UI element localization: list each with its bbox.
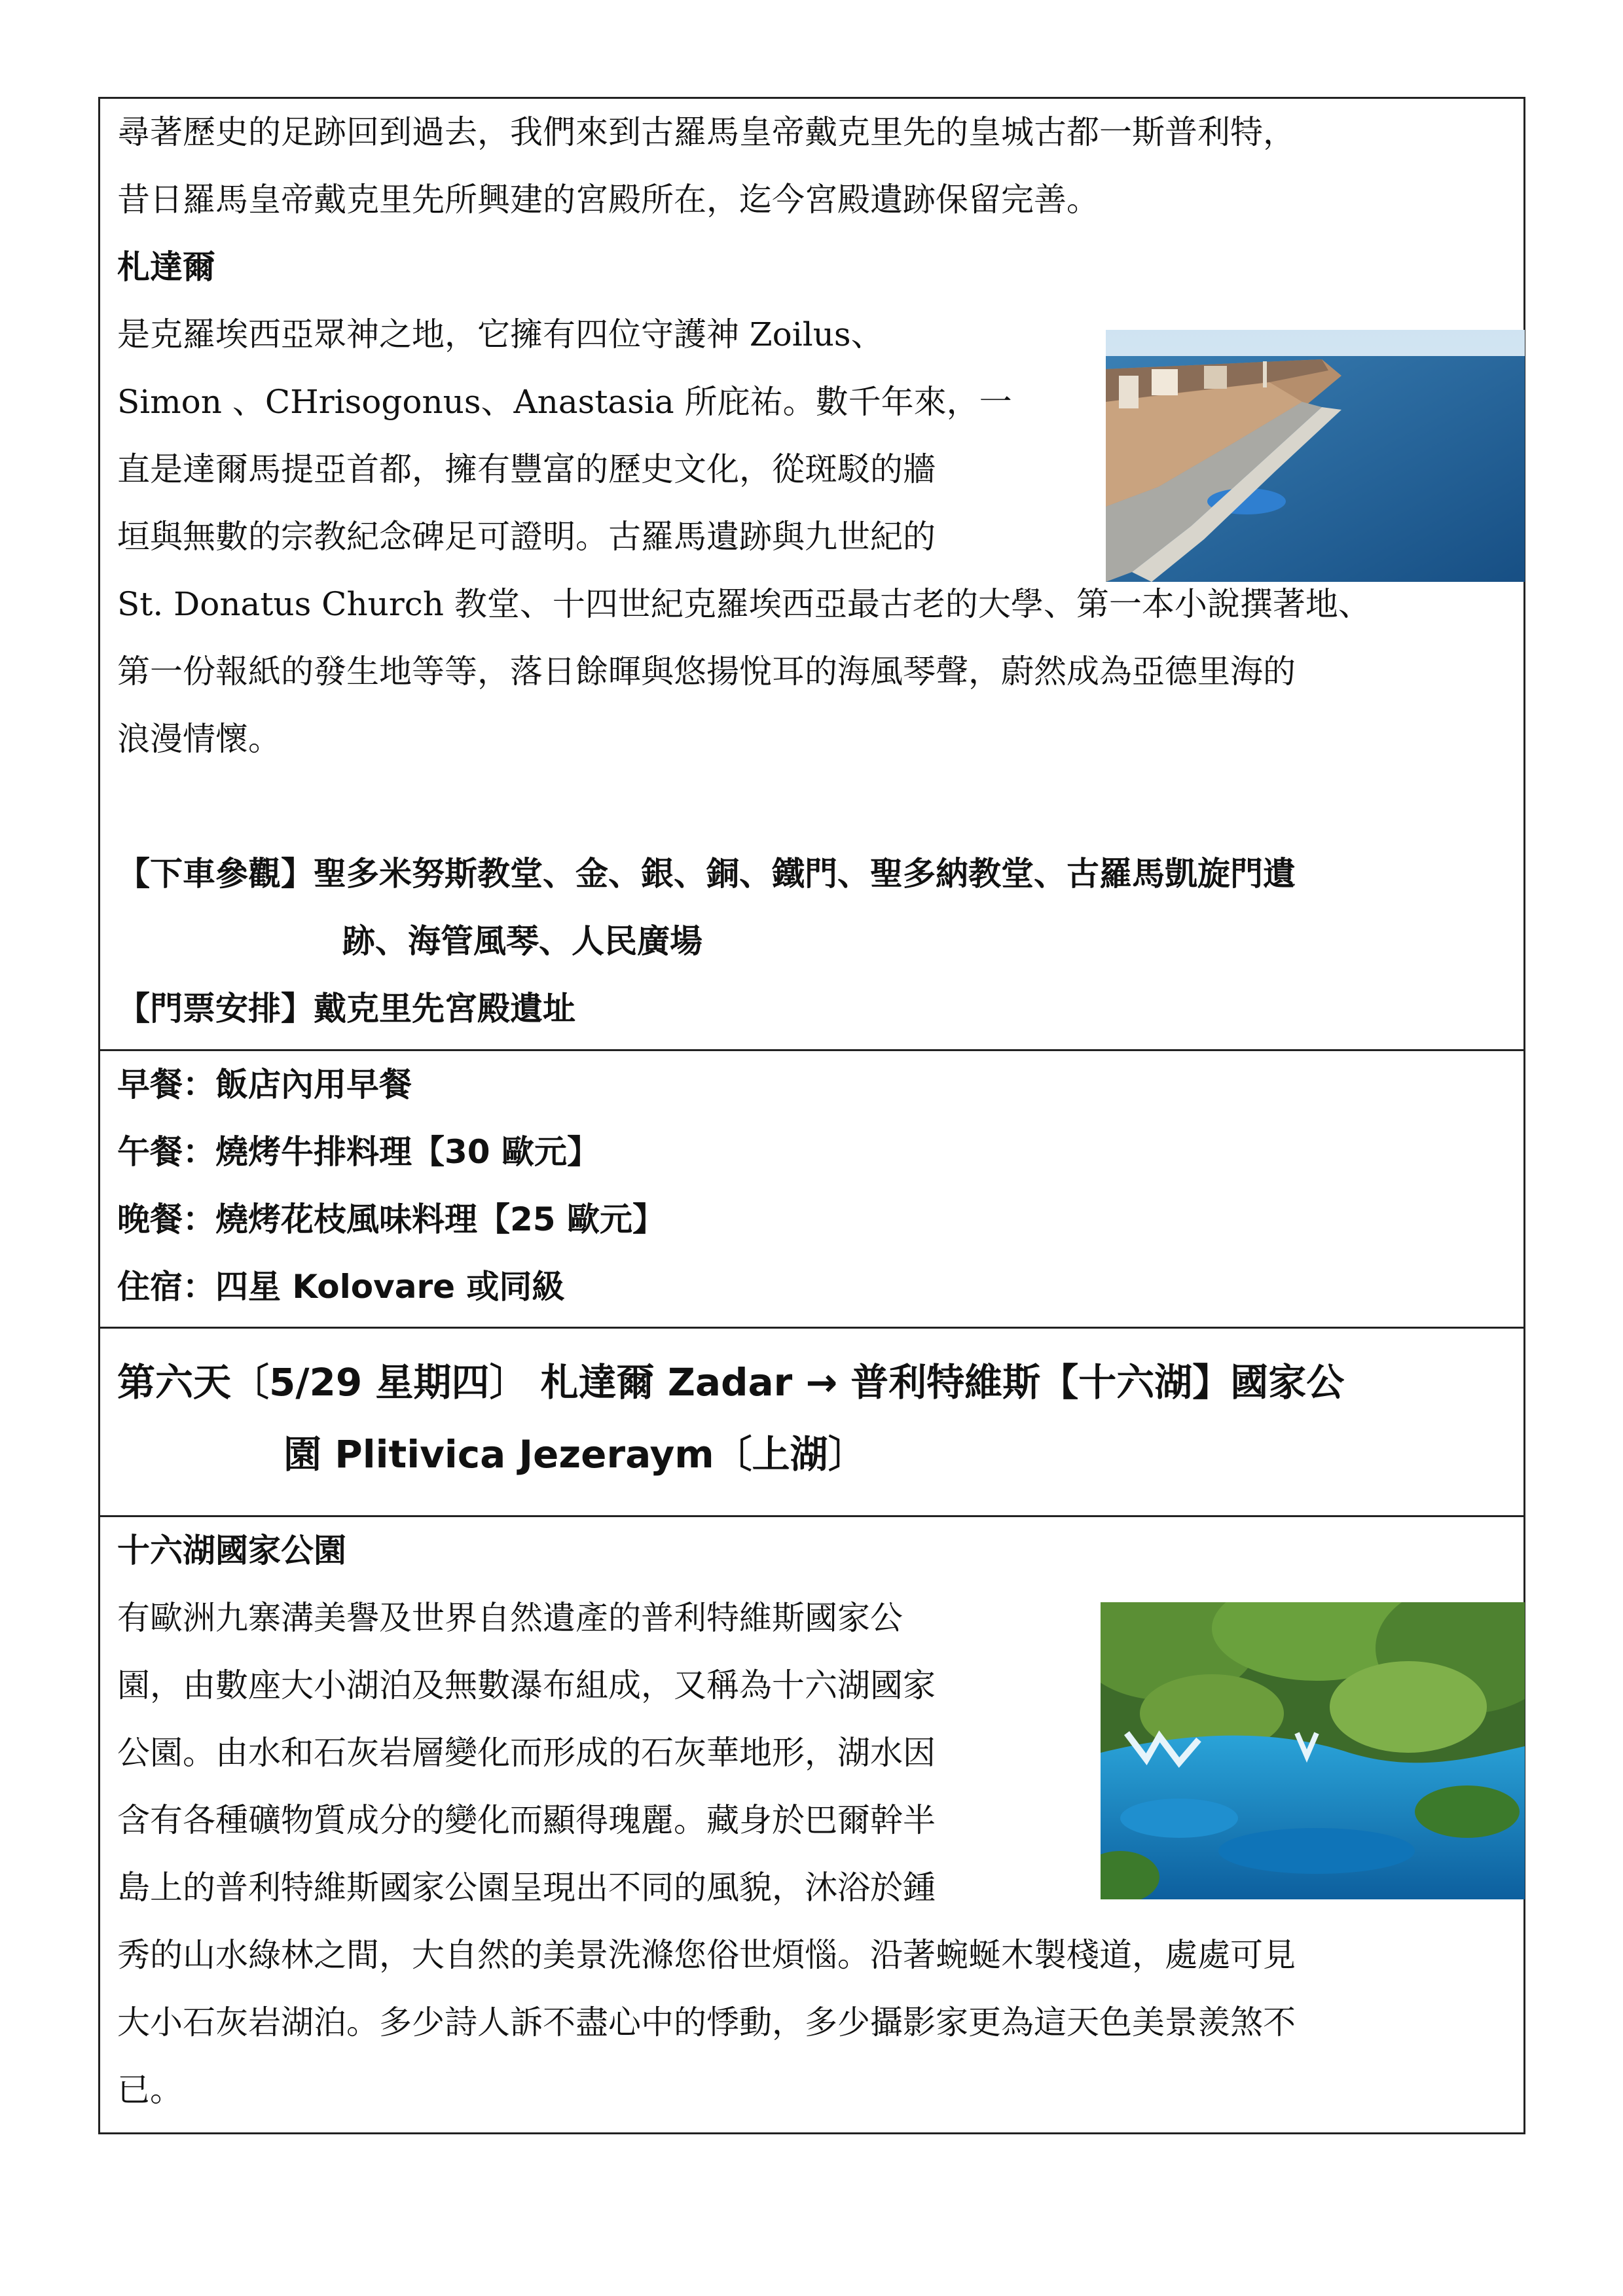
plitvice-text-line: 公園。由水和石灰岩層變化而形成的石灰華地形，湖水因 (117, 1734, 936, 1772)
intro-line: 尋著歷史的足跡回到過去，我們來到古羅馬皇帝戴克里先的皇城古都一斯普利特， (117, 113, 1296, 151)
zadar-text-line: 第一份報紙的發生地等等，落日餘暉與悠揚悅耳的海風琴聲，蔚然成為亞德里海的 (117, 653, 1296, 691)
day-title-cell (100, 1329, 1523, 1517)
zadar-text-line: 浪漫情懷。 (117, 720, 281, 758)
itinerary-table (98, 97, 1525, 2134)
zadar-text-line: 直是達爾馬提亞首都，擁有豐富的歷史文化，從斑駁的牆 (117, 450, 936, 488)
meals-cell (100, 1051, 1523, 1329)
lodging-line: 住宿：四星 Kolovare 或同級 (117, 1268, 565, 1306)
day-title: 第六天〔5/29 星期四〕 札達爾 Zadar → 普利特維斯【十六湖】國家公 (117, 1360, 1345, 1405)
dinner-line: 晚餐：燒烤花枝風味料理【25 歐元】 (117, 1200, 665, 1238)
plitvice-text-line: 園，由數座大小湖泊及無數瀑布組成，又稱為十六湖國家 (117, 1666, 936, 1704)
plitvice-photo (1101, 1602, 1525, 1899)
zadar-text-line: 垣與無數的宗教紀念碑足可證明。古羅馬遺跡與九世紀的 (117, 518, 936, 556)
plitvice-text-line: 已。 (117, 2071, 183, 2109)
breakfast-line: 早餐：飯店內用早餐 (117, 1066, 412, 1103)
zadar-text-line: St. Donatus Church 教堂、十四世紀克羅埃西亞最古老的大學、第一本小說撰著地、 (117, 585, 1371, 623)
zadar-photo (1106, 330, 1525, 582)
plitvice-heading: 十六湖國家公園 (117, 1532, 346, 1570)
intro-line: 昔日羅馬皇帝戴克里先所興建的宮殿所在，迄今宮殿遺跡保留完善。 (117, 181, 1099, 219)
lunch-line: 午餐：燒烤牛排料理【30 歐元】 (117, 1133, 600, 1171)
zadar-text-line: 是克羅埃西亞眾神之地，它擁有四位守護神 Zoilus、 (117, 315, 884, 353)
ticket-line: 【門票安排】戴克里先宮殿遺址 (117, 990, 575, 1028)
plitvice-text-line: 有歐洲九寨溝美譽及世界自然遺產的普利特維斯國家公 (117, 1599, 903, 1637)
plitvice-text-line: 秀的山水綠林之間，大自然的美景洗滌您俗世煩惱。沿著蜿蜒木製棧道，處處可見 (117, 1936, 1296, 1974)
plitvice-text-line: 含有各種礦物質成分的變化而顯得瑰麗。藏身於巴爾幹半 (117, 1801, 936, 1839)
zadar-heading: 札達爾 (117, 248, 215, 286)
visit-line: 【下車參觀】聖多米努斯教堂、金、銀、銅、鐵門、聖多納教堂、古羅馬凱旋門遺 (117, 855, 1296, 893)
zadar-text-line: Simon 、CHrisogonus、Anastasia 所庇祐。數千年來，一 (117, 383, 1012, 421)
visit-line: 跡、海管風琴、人民廣場 (342, 922, 702, 960)
plitvice-cell (100, 1517, 1523, 2132)
day-title: 園 Plitivica Jezeraym〔上湖〕 (283, 1432, 866, 1477)
plitvice-text-line: 島上的普利特維斯國家公園呈現出不同的風貌，沐浴於鍾 (117, 1869, 936, 1907)
sightseeing-cell (100, 99, 1523, 1051)
plitvice-text-line: 大小石灰岩湖泊。多少詩人訴不盡心中的悸動，多少攝影家更為這天色美景羨煞不 (117, 2003, 1296, 2041)
